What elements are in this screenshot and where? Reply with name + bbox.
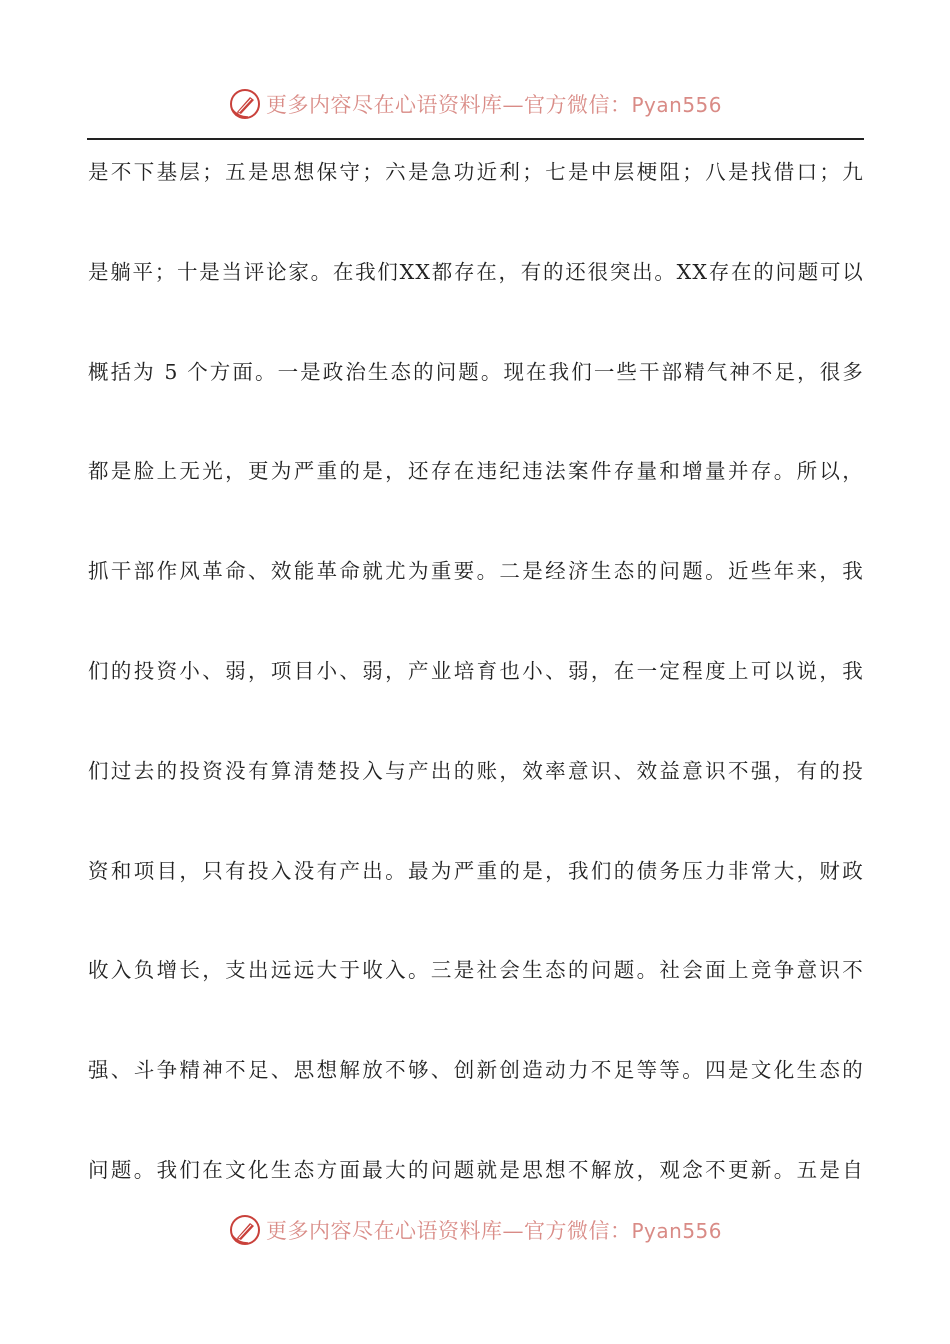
header-banner-id: Pyan556 <box>631 93 722 117</box>
header-banner-cn: 更多内容尽在心语资料库—官方微信： <box>265 93 632 117</box>
footer-banner-id: Pyan556 <box>631 1219 722 1243</box>
pen-nib-logo-icon <box>228 87 262 121</box>
header-banner-text <box>266 89 722 119</box>
body-line: 资和项目，只有投入没有产出。最为严重的是，我们的债务压力非常大，财政 <box>88 858 864 883</box>
body-line: 抓干部作风革命、效能革命就尤为重要。二是经济生态的问题。近些年来，我 <box>88 559 864 584</box>
body-line: 是躺平；十是当评论家。在我们XX都存在，有的还很突出。XX存在的问题可以 <box>88 259 864 284</box>
body-line: 是不下基层；五是思想保守；六是急功近利；七是中层梗阻；八是找借口；九 <box>88 160 864 184</box>
body-line: 问题。我们在文化生态方面最大的问题就是思想不解放，观念不更新。五是自 <box>88 1157 864 1182</box>
body-line: 们的投资小、弱，项目小、弱，产业培育也小、弱，在一定程度上可以说，我 <box>88 658 864 683</box>
header-banner <box>0 84 950 124</box>
footer-banner-text <box>266 1215 722 1245</box>
header-divider <box>87 138 864 140</box>
footer-banner-cn: 更多内容尽在心语资料库—官方微信： <box>265 1219 632 1243</box>
footer-banner <box>0 1210 950 1250</box>
body-line: 概括为 5 个方面。一是政治生态的问题。现在我们一些干部精气神不足，很多 <box>88 359 864 384</box>
body-line: 收入负增长，支出远远大于收入。三是社会生态的问题。社会面上竞争意识不 <box>88 958 864 983</box>
body-line: 强、斗争精神不足、思想解放不够、创新创造动力不足等等。四是文化生态的 <box>88 1058 864 1083</box>
body-line: 都是脸上无光，更为严重的是，还存在违纪违法案件存量和增量并存。所以， <box>88 459 864 484</box>
body-line: 们过去的投资没有算清楚投入与产出的账，效率意识、效益意识不强，有的投 <box>88 758 864 783</box>
pen-nib-logo-icon <box>228 1213 262 1247</box>
document-body <box>88 150 864 1248</box>
